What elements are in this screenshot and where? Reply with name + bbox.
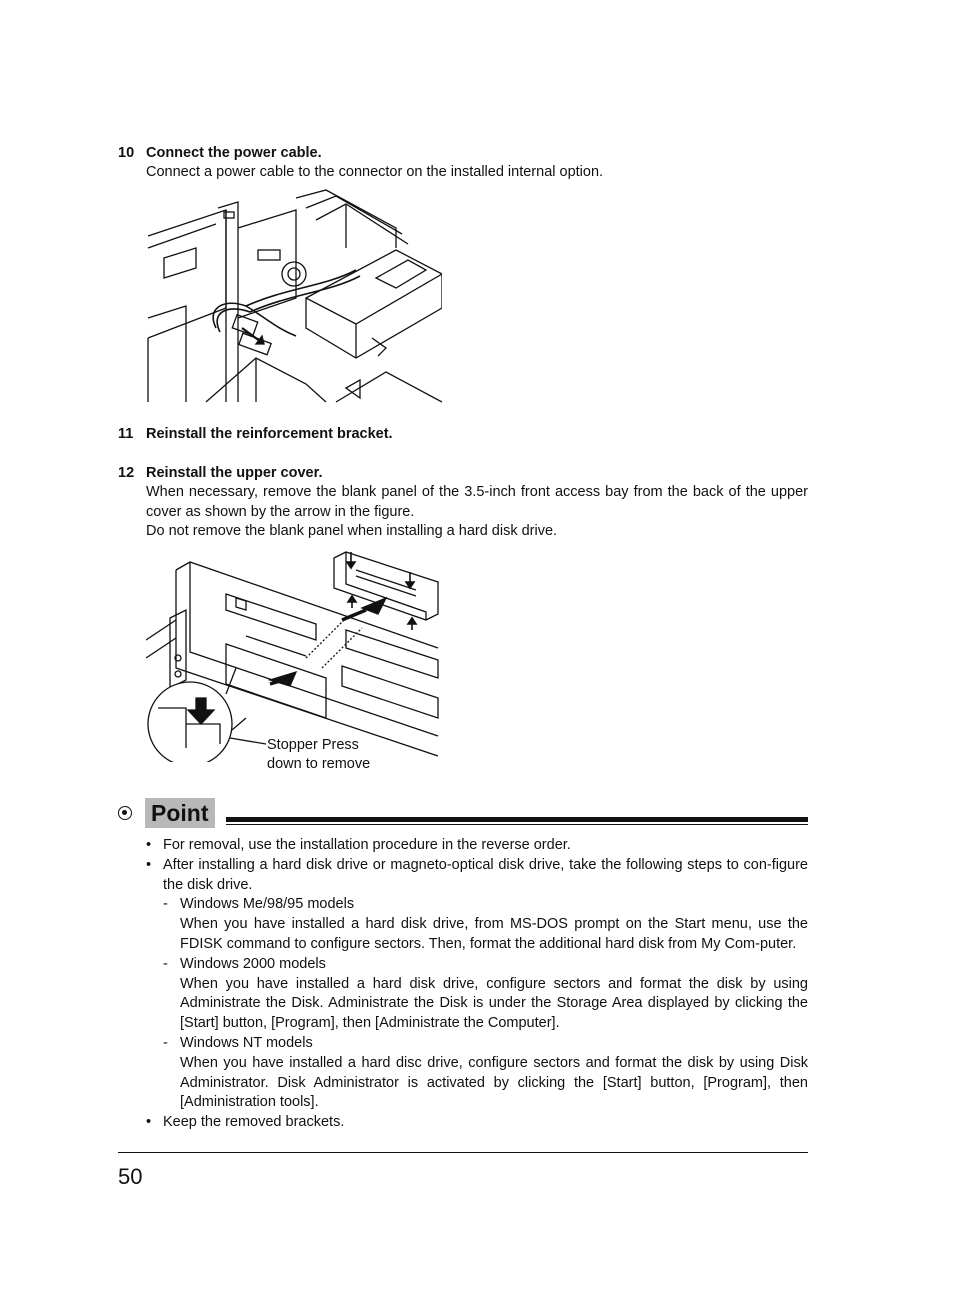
bottom-rule <box>118 1152 808 1153</box>
upper-cover-figure <box>146 548 442 762</box>
power-cable-figure <box>146 188 442 404</box>
step-number-11: 11 <box>118 426 134 442</box>
list-item <box>146 856 808 1113</box>
step-text-12b: Do not remove the blank panel when installing a hard disk drive. <box>146 523 558 539</box>
sub-item <box>163 1034 808 1113</box>
sub-item-title: Windows 2000 models <box>180 955 326 972</box>
sub-item-title: Windows Me/98/95 models <box>180 896 355 913</box>
dash: - <box>163 896 168 913</box>
point-rule-thin <box>226 824 808 825</box>
list-item <box>146 836 808 856</box>
bullet-text: After installing a hard disk drive or magneto-optical disk drive, take the following steps to con-figure the disk drive. <box>163 856 808 893</box>
page-number: 50 <box>118 1164 143 1189</box>
dash: - <box>163 955 168 972</box>
sub-item <box>163 955 808 1034</box>
sub-list <box>163 895 808 1113</box>
point-bullet-list <box>146 836 808 1133</box>
step-title-11: Reinstall the reinforcement bracket. <box>146 426 393 442</box>
step-text-10: Connect a power cable to the connector on the installed internal option. <box>146 164 604 180</box>
step-number-12: 12 <box>118 465 135 481</box>
step-text-12a: When necessary, remove the blank panel of the 3.5-inch front access bay from the back of the upper cover as shown by the arrow in the figure. <box>146 484 808 520</box>
step-number-10: 10 <box>118 145 135 161</box>
step-title-10: Connect the power cable. <box>146 145 322 161</box>
sub-item-text: When you have installed a hard disk drive, from MS-DOS prompt on the Start menu, use the FDISK command to configure sectors. Then, format the additional hard disk from My Com-puter. <box>180 916 808 952</box>
step-title-12: Reinstall the upper cover. <box>146 465 323 481</box>
figure-callout-line2: down to remove <box>267 756 371 772</box>
point-rule-thick <box>226 817 808 822</box>
sub-item-title: Windows NT models <box>180 1034 313 1051</box>
point-header <box>118 798 808 832</box>
sub-item-text: When you have installed a hard disc drive, configure sectors and format the disk by using Disk Administrator. Disk Administrator is activated by clicking the [Start] button, [Program], then [Administration tools]. <box>180 1054 808 1111</box>
figure-callout-line1: Stopper Press <box>267 737 359 753</box>
list-item <box>146 1113 808 1133</box>
sub-item-text: When you have installed a hard disk drive, configure sectors and format the disk by using Administrate the Disk. Administrate the Disk is under the Storage Area displayed by clicking the [Start] button, [Program], then [Administrate the Computer]. <box>180 975 808 1032</box>
bullet-text: For removal, use the installation procedure in the reverse order. <box>163 837 571 853</box>
dash: - <box>163 1034 168 1051</box>
point-target-icon <box>118 806 132 820</box>
point-label: Point <box>145 798 215 828</box>
sub-item <box>163 895 808 954</box>
bullet-text: Keep the removed brackets. <box>163 1114 345 1131</box>
